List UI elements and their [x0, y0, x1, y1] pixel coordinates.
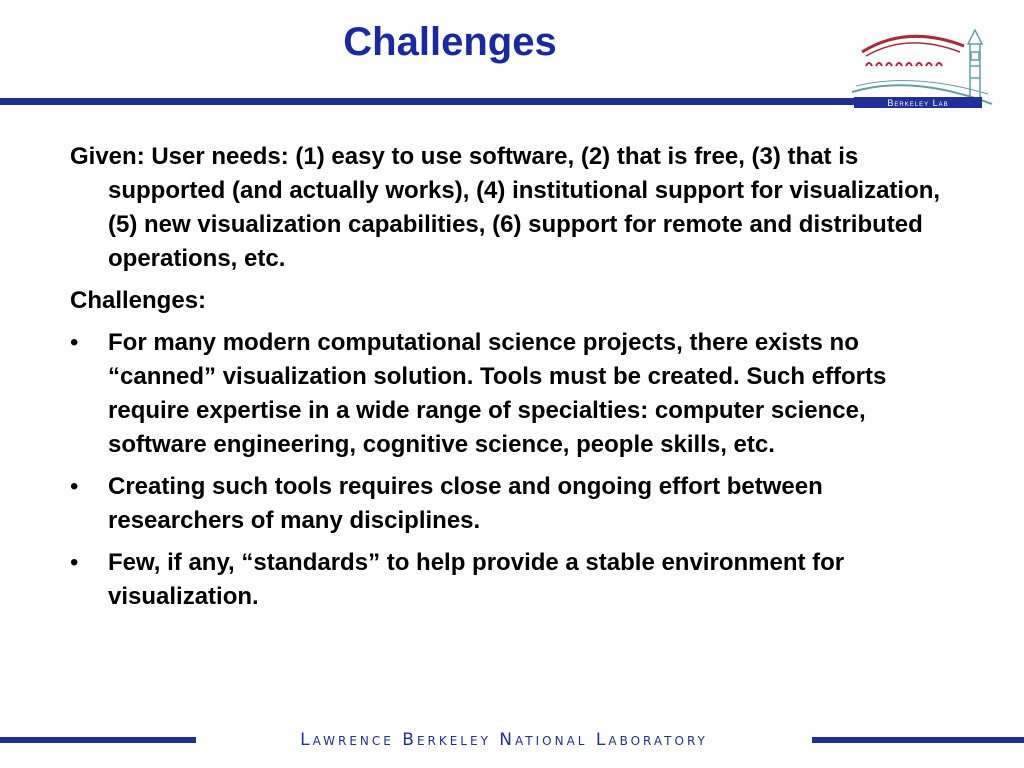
bullet-text: Few, if any, “standards” to help provide a stable environment for visualization.: [108, 549, 845, 610]
footer: [0, 732, 1024, 750]
bullet-item: [70, 326, 950, 462]
bullet-marker: •: [70, 549, 79, 576]
header-rule: [0, 98, 855, 105]
bullet-item: [70, 470, 950, 538]
slide-title: Challenges: [343, 20, 557, 64]
slide-body: [70, 140, 950, 622]
berkeley-lab-logo: [852, 22, 997, 112]
footer-lab-name: Lawrence Berkeley National Laboratory: [300, 730, 708, 750]
footer-rule-left: [0, 737, 196, 743]
bullet-marker: •: [70, 473, 79, 500]
logo-wordmark: Berkeley Lab: [887, 98, 949, 108]
footer-rule-right: [812, 737, 1024, 743]
bullet-item: [70, 546, 950, 614]
given-paragraph: Given: User needs: (1) easy to use software, (2) that is free, (3) that is supported (and actually works), (4) institutional support for visualization, (5) new visualization capabilities, (6) support for remote and distributed operations, etc.: [70, 143, 941, 272]
challenges-heading: Challenges:: [70, 287, 207, 314]
bullet-marker: •: [70, 329, 79, 356]
bullet-text: For many modern computational science projects, there exists no “canned” visualization solution. Tools must be created. Such efforts require expertise in a wide range of specialties: computer science, software engineering, cognitive science, people skills, etc.: [108, 329, 887, 458]
bullet-text: Creating such tools requires close and ongoing effort between researchers of many disciplines.: [108, 473, 823, 534]
